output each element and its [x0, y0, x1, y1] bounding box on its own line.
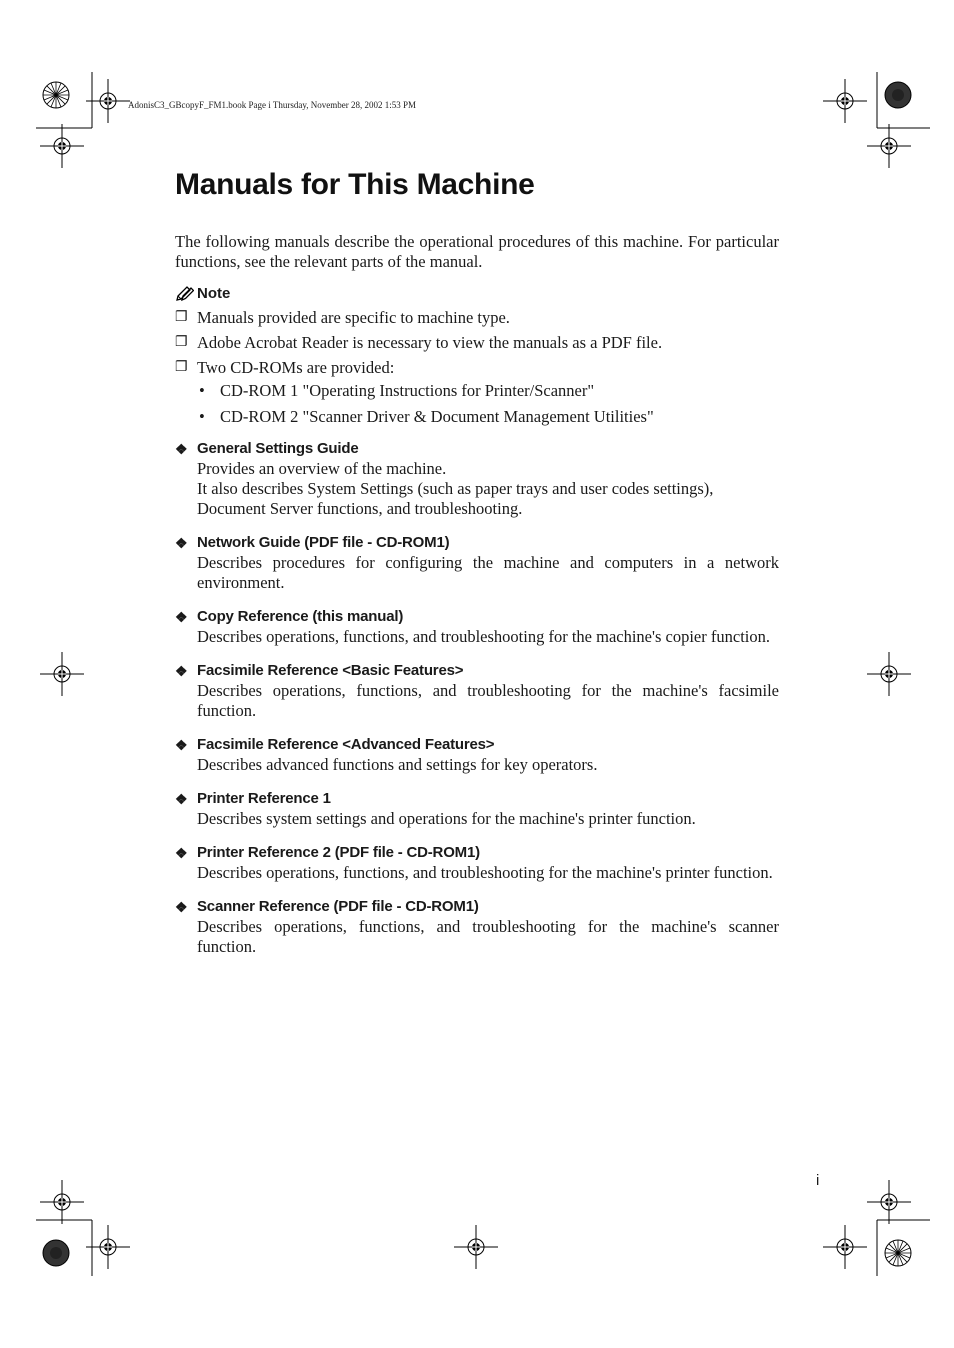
- page-title: Manuals for This Machine: [175, 168, 535, 201]
- section-heading: [175, 661, 779, 681]
- note-item-text: Two CD-ROMs are provided:: [197, 358, 395, 377]
- note-item: [175, 308, 779, 328]
- print-slug: AdonisC3_GBcopyF_FM1.book Page i Thursday, November 28, 2002 1:53 PM: [128, 100, 416, 110]
- diamond-icon: ❖: [175, 609, 188, 625]
- section-heading: [175, 735, 779, 755]
- diamond-icon: ❖: [175, 737, 188, 753]
- note-list: [175, 308, 779, 433]
- section-description: Describes operations, functions, and troubleshooting for the machine's facsimile function.: [197, 681, 779, 720]
- cdrom-item-text: CD-ROM 2 "Scanner Driver & Document Management Utilities": [220, 407, 654, 426]
- bullet-icon: •: [199, 407, 205, 426]
- section-description: Describes procedures for configuring the machine and computers in a network environment.: [197, 553, 779, 592]
- note-heading: [175, 284, 779, 304]
- checkbox-icon: ❐: [175, 310, 188, 325]
- checkbox-icon: ❐: [175, 335, 188, 350]
- crop-mark-bottom-left: [36, 1180, 130, 1276]
- manual-section: [175, 439, 779, 519]
- intro-paragraph: The following manuals describe the operational procedures of this machine. For particular functions, see the relevant parts of the manual.: [175, 232, 779, 271]
- crop-mark-bottom-right: [823, 1180, 930, 1276]
- note-item-text: Adobe Acrobat Reader is necessary to view the manuals as a PDF file.: [197, 333, 663, 352]
- diamond-icon: ❖: [175, 845, 188, 861]
- section-heading-text: Printer Reference 1: [197, 790, 331, 807]
- reg-mark-bottom-center: [454, 1225, 498, 1269]
- section-heading: [175, 533, 779, 553]
- section-heading-text: Facsimile Reference <Basic Features>: [197, 662, 464, 679]
- section-heading-text: Printer Reference 2 (PDF file - CD-ROM1): [197, 844, 480, 861]
- crop-mark-top-left: [36, 72, 130, 168]
- note-item: [175, 333, 779, 353]
- section-description: Describes system settings and operations for the machine's printer function.: [197, 809, 696, 828]
- manual-section: [175, 897, 779, 957]
- section-heading: [175, 789, 779, 809]
- section-heading-text: Facsimile Reference <Advanced Features>: [197, 736, 495, 753]
- note-item-text: Manuals provided are specific to machine type.: [197, 308, 510, 327]
- section-heading: [175, 439, 779, 459]
- diamond-icon: ❖: [175, 535, 188, 551]
- section-heading-text: Network Guide (PDF file - CD-ROM1): [197, 534, 450, 551]
- manual-section: [175, 789, 779, 829]
- section-heading-text: Copy Reference (this manual): [197, 608, 404, 625]
- checkbox-icon: ❐: [175, 360, 188, 375]
- manual-section: [175, 735, 779, 775]
- page-content: [175, 232, 779, 957]
- section-description: Describes advanced functions and settings for key operators.: [197, 755, 598, 774]
- diamond-icon: ❖: [175, 791, 188, 807]
- section-heading: [175, 897, 779, 917]
- diamond-icon: ❖: [175, 663, 188, 679]
- section-description: Provides an overview of the machine.: [197, 459, 447, 478]
- bullet-icon: •: [199, 381, 205, 400]
- section-description: Describes operations, functions, and troubleshooting for the machine's copier function.: [197, 627, 770, 646]
- manual-section: [175, 607, 779, 647]
- diamond-icon: ❖: [175, 441, 188, 457]
- section-description: It also describes System Settings (such as paper trays and user codes settings), Document Server functions, and troubleshooting.: [197, 479, 714, 518]
- section-heading: [175, 607, 779, 627]
- crop-mark-top-right: [823, 72, 930, 168]
- reg-mark-right-middle: [867, 652, 911, 696]
- manual-section: [175, 533, 779, 593]
- section-heading: [175, 843, 779, 863]
- pencil-icon: [175, 286, 194, 302]
- cdrom-item: [197, 407, 779, 427]
- manual-section: [175, 843, 779, 883]
- cdrom-item-text: CD-ROM 1 "Operating Instructions for Printer/Scanner": [220, 381, 595, 400]
- cdrom-item: [197, 381, 779, 401]
- section-heading-text: Scanner Reference (PDF file - CD-ROM1): [197, 898, 479, 915]
- section-heading-text: General Settings Guide: [197, 440, 359, 457]
- reg-mark-left-middle: [40, 652, 84, 696]
- note-heading-label: Note: [197, 285, 231, 302]
- note-item: [175, 358, 779, 433]
- page-number: i: [816, 1172, 820, 1189]
- cdrom-list: [175, 381, 779, 433]
- section-description: Describes operations, functions, and troubleshooting for the machine's printer function.: [197, 863, 773, 882]
- section-description: Describes operations, functions, and troubleshooting for the machine's scanner function.: [197, 917, 779, 956]
- diamond-icon: ❖: [175, 899, 188, 915]
- manual-section: [175, 661, 779, 721]
